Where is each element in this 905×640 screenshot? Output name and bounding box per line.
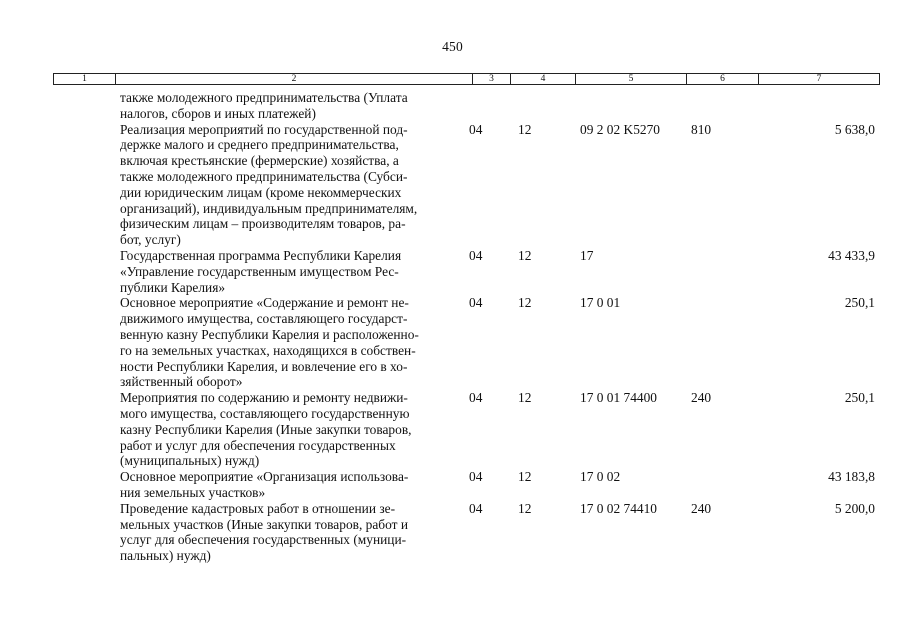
row-subsection: 12: [518, 390, 532, 406]
table-row: [0, 469, 905, 501]
row-subsection: 12: [518, 121, 532, 137]
row-sum: 5 638,0: [834, 121, 875, 137]
table-row: [0, 390, 905, 469]
header-col-1: 1: [82, 74, 87, 84]
table-body: [0, 90, 905, 564]
row-name: Основное мероприятие «Организация использова- ния земельных участков»: [120, 469, 409, 500]
row-expense-type: 240: [691, 500, 712, 516]
row-target-code: 09 2 02 K5270: [580, 121, 660, 137]
row-subsection: 12: [518, 247, 532, 263]
row-sum: 5 200,0: [834, 500, 875, 516]
row-target-code: 17 0 01: [580, 295, 621, 311]
header-col-7: 7: [816, 74, 822, 84]
row-subsection: 12: [518, 295, 532, 311]
row-name: Проведение кадастровых работ в отношении зе- мельных участков (Иные закупки товаров, работ и услуг для обеспечения государственных (муници- пальных) нужд): [120, 500, 408, 564]
header-col-5: 5: [628, 74, 634, 84]
row-section: 04: [469, 500, 483, 516]
row-section: 04: [469, 469, 483, 485]
row-subsection: 12: [518, 469, 532, 485]
row-sum: 250,1: [844, 295, 875, 311]
row-sum: 43 433,9: [828, 247, 875, 263]
row-section: 04: [469, 295, 483, 311]
row-section: 04: [469, 390, 483, 406]
header-col-2: 2: [291, 74, 297, 84]
row-sum: 43 183,8: [828, 469, 875, 485]
header-col-4: 4: [540, 74, 546, 84]
row-target-code: 17 0 02 74410: [580, 500, 657, 516]
row-target-code: 17: [580, 247, 594, 263]
row-section: 04: [469, 121, 483, 137]
header-col-3: 3: [489, 74, 494, 84]
row-name: Государственная программа Республики Карелия «Управление государственным имуществом Рес- публики Карелия»: [120, 247, 402, 295]
row-target-code: 17 0 02: [580, 469, 621, 485]
row-name: Мероприятия по содержанию и ремонту недвижи- мого имущества, составляющего государственную казну Республики Карелия (Иные закупки товаров, работ и услуг для обеспечения государственных (муниципальных) нужд): [120, 390, 412, 469]
table-row: [0, 122, 905, 248]
header-col-6: 6: [720, 74, 725, 84]
table-header: [53, 73, 880, 85]
row-subsection: 12: [518, 500, 532, 516]
table-row: [0, 90, 905, 122]
row-section: 04: [469, 247, 483, 263]
row-expense-type: 240: [691, 390, 712, 406]
table-row: [0, 248, 905, 295]
row-expense-type: 810: [691, 121, 712, 137]
row-name: Основное мероприятие «Содержание и ремонт не- движимого имущества, составляющего государст- венную казну Республики Карелия и расположенно- го на земельных участках, находящихся в собствен- ности Республики Карелия, и вовлечение его в хо- зяйственный оборот»: [120, 295, 419, 390]
page-number: 450: [442, 39, 463, 54]
table-row: [0, 295, 905, 390]
row-name: Реализация мероприятий по государственной под- держке малого и среднего предпринимательства, включая крестьянские (фермерские) хозяйства, а также молодежного предпринимательства (Субси- дии юридическим лицам (кроме некоммерческих организаций), индивидуальным предпринимателям, физическим лицам – производителям товаров, ра- бот, услуг): [120, 121, 418, 248]
row-sum: 250,1: [844, 390, 875, 406]
row-name: также молодежного предпринимательства (Уплата налогов, сборов и иных платежей): [120, 90, 408, 121]
row-target-code: 17 0 01 74400: [580, 390, 657, 406]
table-row: [0, 501, 905, 564]
